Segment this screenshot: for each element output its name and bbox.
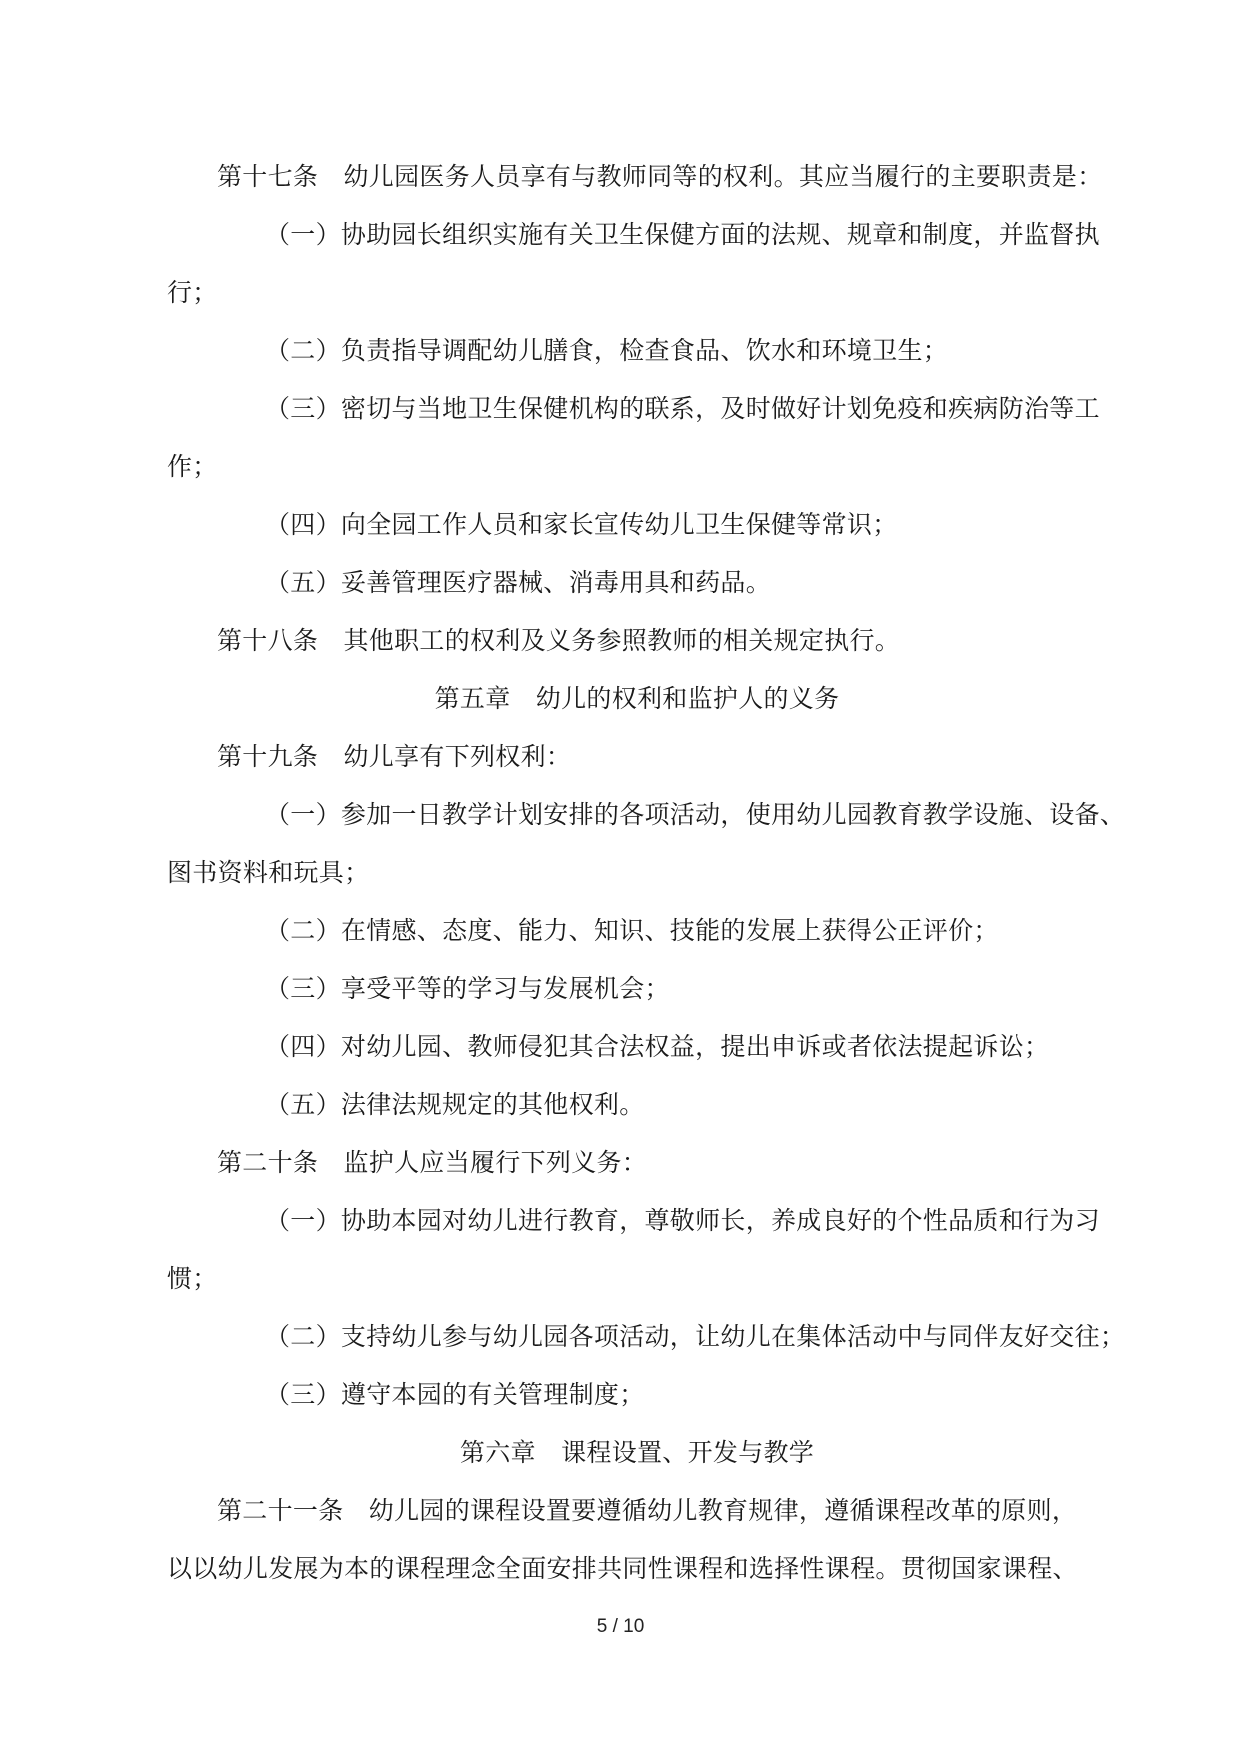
article-20-item-1: （一）协助本园对幼儿进行教育，尊敬师长，养成良好的个性品质和行为习 xyxy=(265,1206,1100,1235)
article-19-item-3: （三）享受平等的学习与发展机会； xyxy=(265,974,670,1003)
article-17-item-4: （四）向全园工作人员和家长宣传幼儿卫生保健等常识； xyxy=(265,510,898,539)
article-20-item-3: （三）遵守本园的有关管理制度； xyxy=(265,1380,645,1409)
article-17-item-3-continued: 作； xyxy=(167,452,218,481)
article-19-item-5: （五）法律法规规定的其他权利。 xyxy=(265,1090,645,1119)
article-18: 第十八条 其他职工的权利及义务参照教师的相关规定执行。 xyxy=(217,626,901,655)
article-17-item-2: （二）负责指导调配幼儿膳食，检查食品、饮水和环境卫生； xyxy=(265,336,949,365)
article-20-item-1-continued: 惯； xyxy=(167,1264,218,1293)
article-20-item-2: （二）支持幼儿参与幼儿园各项活动，让幼儿在集体活动中与同伴友好交往； xyxy=(265,1322,1126,1351)
article-17-item-1-continued: 行； xyxy=(167,278,218,307)
article-21-continued: 以以幼儿发展为本的课程理念全面安排共同性课程和选择性课程。贯彻国家课程、 xyxy=(167,1554,1078,1583)
article-17-item-3: （三）密切与当地卫生保健机构的联系，及时做好计划免疫和疾病防治等工 xyxy=(265,394,1100,423)
article-19-item-1: （一）参加一日教学计划安排的各项活动，使用幼儿园教育教学设施、设备、 xyxy=(265,800,1126,829)
article-21-heading: 第二十一条 幼儿园的课程设置要遵循幼儿教育规律，遵循课程改革的原则， xyxy=(217,1496,1078,1525)
article-17-heading: 第十七条 幼儿园医务人员享有与教师同等的权利。其应当履行的主要职责是： xyxy=(217,162,1103,191)
article-19-item-4: （四）对幼儿园、教师侵犯其合法权益，提出申诉或者依法提起诉讼； xyxy=(265,1032,1050,1061)
page-number: 5 / 10 xyxy=(596,1616,645,1637)
article-17-item-5: （五）妥善管理医疗器械、消毒用具和药品。 xyxy=(265,568,772,597)
chapter-5-title: 第五章 幼儿的权利和监护人的义务 xyxy=(434,684,840,713)
article-19-item-1-continued: 图书资料和玩具； xyxy=(167,858,370,887)
article-19-heading: 第十九条 幼儿享有下列权利： xyxy=(217,742,572,771)
article-20-heading: 第二十条 监护人应当履行下列义务： xyxy=(217,1148,648,1177)
document-body xyxy=(167,148,1126,1598)
article-17-item-1: （一）协助园长组织实施有关卫生保健方面的法规、规章和制度，并监督执 xyxy=(265,220,1100,249)
chapter-6-title: 第六章 课程设置、开发与教学 xyxy=(459,1438,815,1467)
article-19-item-2: （二）在情感、态度、能力、知识、技能的发展上获得公正评价； xyxy=(265,916,999,945)
